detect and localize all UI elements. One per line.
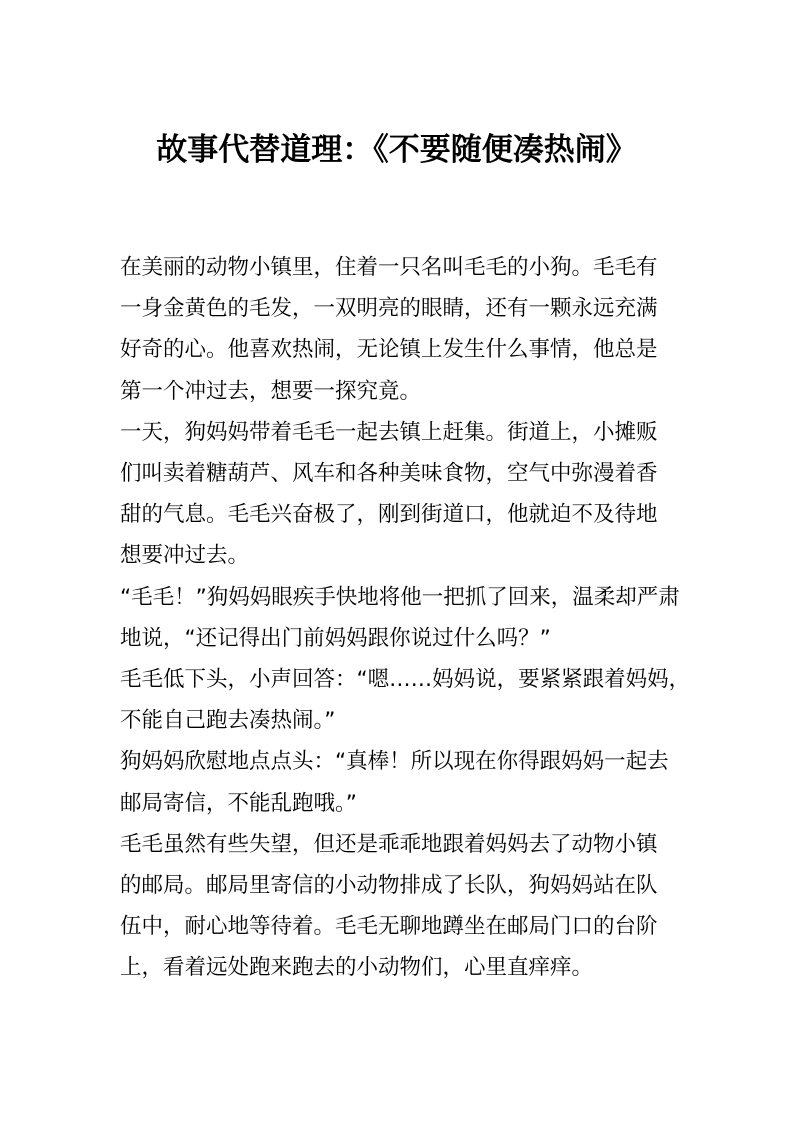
paragraph-mother-calls [120,577,695,659]
paragraph-post-office [120,824,695,989]
text-line: 邮局寄信，不能乱跑哦。” [120,790,357,816]
paragraph-market [120,412,695,577]
text-line: 一身金黄色的毛发，一双明亮的眼睛，还有一颗永远充满 [120,296,658,322]
document-title: 故事代替道理：《不要随便凑热闹》 [156,132,637,168]
text-line: 伍中，耐心地等待着。毛毛无聊地蹲坐在邮局门口的台阶 [120,914,658,940]
paragraph-maomao-answers [120,659,695,741]
text-line: 想要冲过去。 [120,543,250,569]
paragraph-intro [120,247,695,412]
text-line: 甜的气息。毛毛兴奋极了，刚到街道口，他就迫不及待地 [120,502,658,528]
paragraph-mother-praises [120,741,695,823]
document-body [120,247,695,989]
text-line: 毛毛虽然有些失望，但还是乖乖地跟着妈妈去了动物小镇 [120,831,658,857]
text-line: 不能自己跑去凑热闹。” [120,708,336,734]
text-line: 地说，“还记得出门前妈妈跟你说过什么吗？” [120,625,551,651]
text-line: 第一个冲过去，想要一探究竟。 [120,378,422,404]
text-line: 毛毛低下头，小声回答：“嗯……妈妈说，要紧紧跟着妈妈， [120,667,691,693]
text-line: 好奇的心。他喜欢热闹，无论镇上发生什么事情，他总是 [120,337,658,363]
text-line: 在美丽的动物小镇里，住着一只名叫毛毛的小狗。毛毛有 [120,255,658,280]
text-line: 们叫卖着糖葫芦、风车和各种美味食物，空气中弥漫着香 [120,461,658,487]
text-line: “毛毛！”狗妈妈眼疾手快地将他一把抓了回来，温柔却严肃 [120,584,680,610]
text-line: 狗妈妈欣慰地点点头：“真棒！所以现在你得跟妈妈一起去 [120,749,669,775]
text-line: 一天，狗妈妈带着毛毛一起去镇上赶集。街道上，小摊贩 [120,419,658,445]
text-line: 上，看着远处跑来跑去的小动物们，心里直痒痒。 [120,955,594,981]
text-line: 的邮局。邮局里寄信的小动物排成了长队，狗妈妈站在队 [120,873,658,899]
